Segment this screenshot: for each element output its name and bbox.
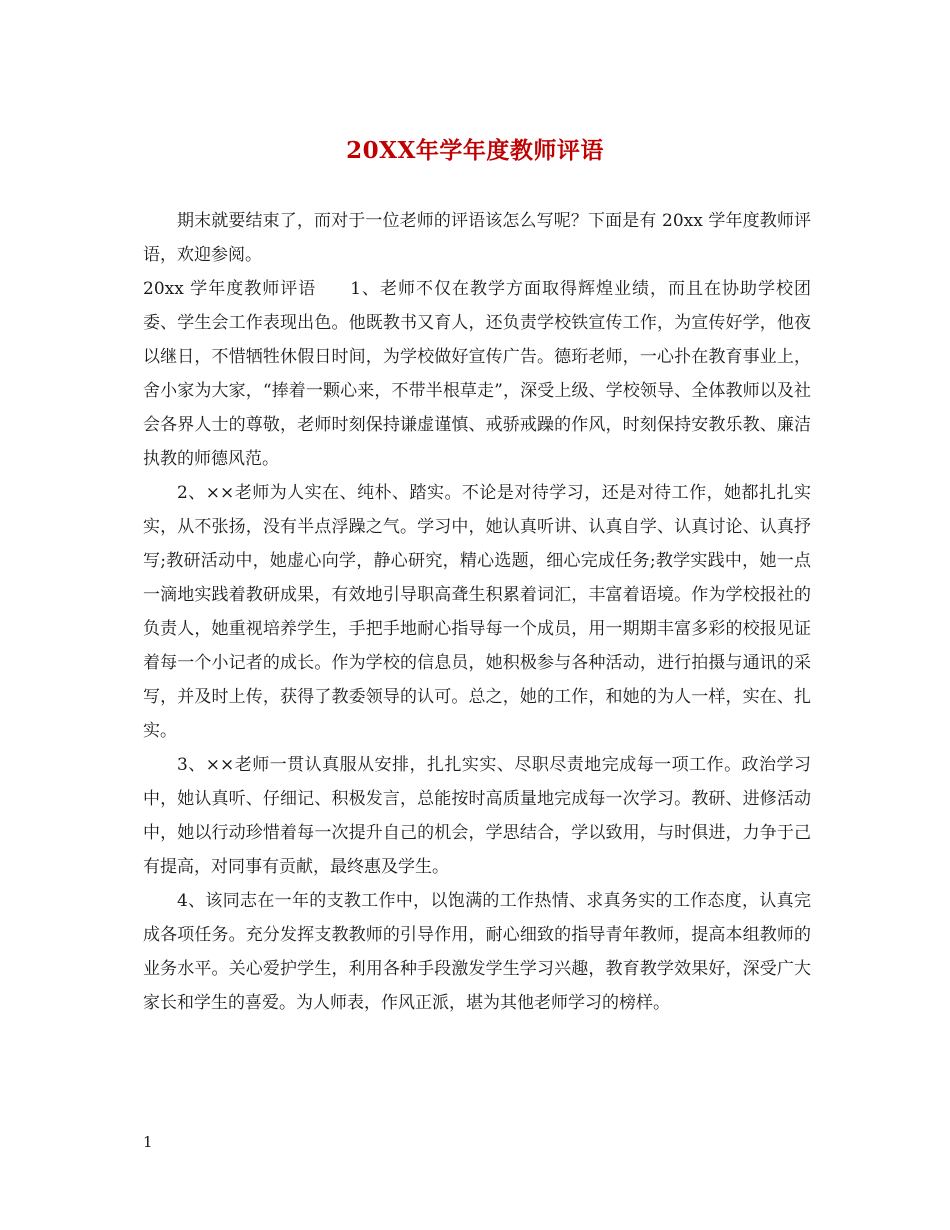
comment-paragraph-3: 3、××老师一贯认真服从安排，扎扎实实、尽职尽责地完成每一项工作。政治学习中，她认真听、仔细记、积极发言，总能按时高质量地完成每一次学习。教研、进修活动中，她以行动珍惜着每一次提升自己的机会，学思结合，学以致用，与时俱进，力争于己有提高，对同事有贡献，最终惠及学生。 — [143, 755, 811, 877]
intro-paragraph: 期末就要结束了，而对于一位老师的评语该怎么写呢？下面是有 20xx 学年度教师评语，欢迎参阅。 — [143, 211, 811, 265]
comment-paragraph-1: 1、老师不仅在教学方面取得辉煌业绩，而且在协助学校团委、学生会工作表现出色。他既教书又育人，还负责学校铁宣传工作，为宣传好学，他夜以继日，不惜牺牲休假日时间，为学校做好宣传广告。德珩老师，一心扑在教育事业上，舍小家为大家，“捧着一颗心来，不带半根草走”，深受上级、学校领导、全体教师以及社会各界人士的尊敬，老师时刻保持谦虚谨慎、戒骄戒躁的作风，时刻保持安教乐教、廉洁执教的师德风范。 — [143, 279, 811, 469]
comment-paragraph-2: 2、××老师为人实在、纯朴、踏实。不论是对待学习，还是对待工作，她都扎扎实实，从不张扬，没有半点浮躁之气。学习中，她认真听讲、认真自学、认真讨论、认真抒写;教研活动中，她虚心向学，静心研究，精心选题，细心完成任务;教学实践中，她一点一滴地实践着教研成果，有效地引导职高聋生积累着词汇，丰富着语境。作为学校报社的负责人，她重视培养学生，手把手地耐心指导每一个成员，用一期期丰富多彩的校报见证着每一个小记者的成长。作为学校的信息员，她积极参与各种活动，进行拍摄与通讯的采写，并及时上传，获得了教委领导的认可。总之，她的工作，和她的为人一样，实在、扎实。 — [143, 483, 811, 741]
first-comment-paragraph — [143, 272, 811, 476]
document-body — [143, 204, 811, 1020]
section-subheading: 20xx 学年度教师评语 — [143, 279, 317, 299]
comment-paragraph-4: 4、该同志在一年的支教工作中，以饱满的工作热情、求真务实的工作态度，认真完成各项任务。充分发挥支教教师的引导作用，耐心细致的指导青年教师，提高本组教师的业务水平。关心爱护学生，利用各种手段激发学生学习兴趣，教育教学效果好，深受广大家长和学生的喜爱。为人师表，作风正派，堪为其他老师学习的榜样。 — [143, 891, 811, 1013]
page-number: 1 — [143, 1133, 153, 1151]
document-title: 20XX年学年度教师评语 — [346, 137, 604, 164]
